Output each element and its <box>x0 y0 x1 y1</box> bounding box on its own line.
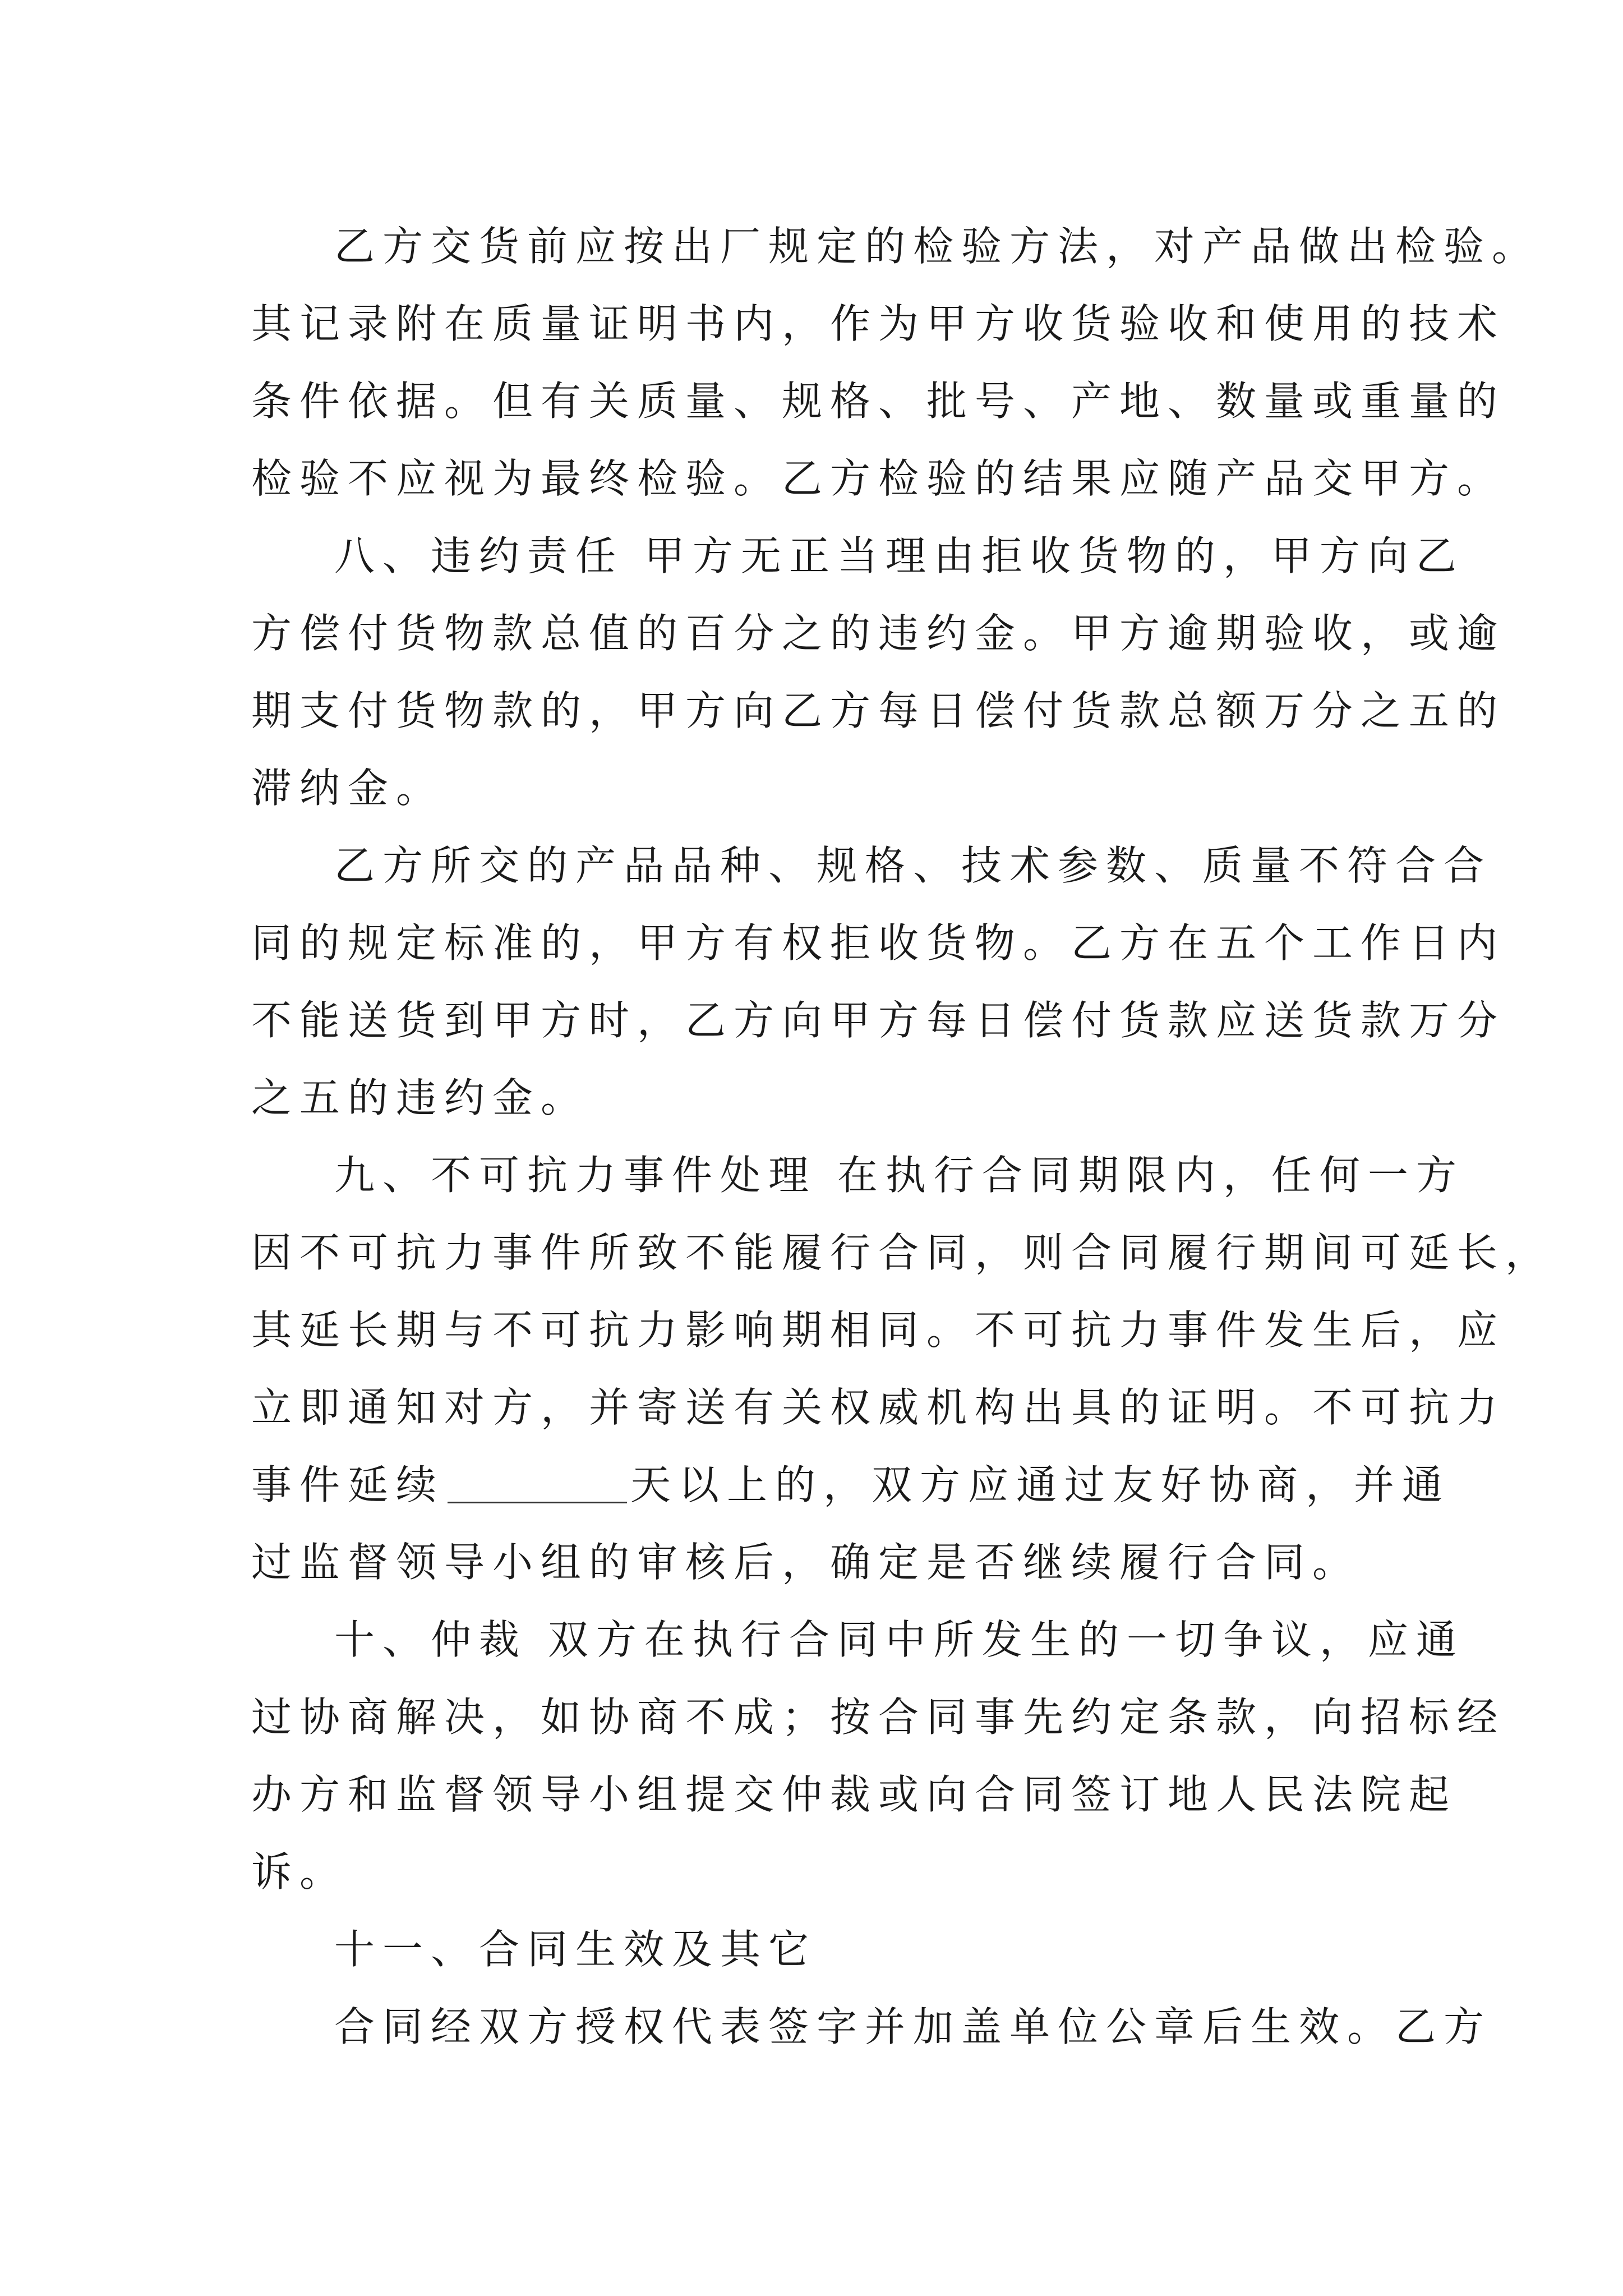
paragraph-line: 检验不应视为最终检验。乙方检验的结果应随产品交甲方。 <box>251 455 1506 502</box>
paragraph-line: 过协商解决，如协商不成；按合同事先约定条款，向招标经 <box>251 1694 1506 1741</box>
paragraph-line: 办方和监督领导小组提交仲裁或向合同签订地人民法院起 <box>251 1771 1458 1818</box>
section-heading-breach-liability: 八、违约责任 甲方无正当理由拒收货物的，甲方向乙 <box>334 532 1464 579</box>
section-heading-arbitration: 十、仲裁 双方在执行合同中所发生的一切争议，应通 <box>334 1616 1464 1663</box>
paragraph-line: 其记录附在质量证明书内，作为甲方收货验收和使用的技术 <box>251 300 1506 347</box>
paragraph-line: 因不可抗力事件所致不能履行合同，则合同履行期间可延长， <box>251 1229 1554 1276</box>
blank-line-suffix: 天以上的，双方应通过友好协商，并通 <box>630 1461 1451 1508</box>
fill-in-blank <box>448 1457 627 1503</box>
section-heading-force-majeure: 九、不可抗力事件处理 在执行合同期限内，任何一方 <box>334 1152 1464 1199</box>
paragraph-line: 方偿付货物款总值的百分之的违约金。甲方逾期验收，或逾 <box>251 610 1506 657</box>
paragraph-line: 过监督领导小组的审核后，确定是否继续履行合同。 <box>251 1539 1361 1586</box>
paragraph-line: 乙方交货前应按出厂规定的检验方法，对产品做出检验。 <box>334 223 1541 270</box>
paragraph-line: 诉。 <box>251 1848 348 1895</box>
paragraph-line: 之五的违约金。 <box>251 1074 589 1121</box>
paragraph-line: 同的规定标准的，甲方有权拒收货物。乙方在五个工作日内 <box>251 919 1506 967</box>
paragraph-line: 其延长期与不可抗力影响期相同。不可抗力事件发生后，应 <box>251 1306 1506 1354</box>
paragraph-line: 合同经双方授权代表签字并加盖单位公章后生效。乙方 <box>334 2003 1492 2050</box>
contract-body <box>251 208 1554 2065</box>
paragraph-line: 乙方所交的产品品种、规格、技术参数、质量不符合合 <box>334 842 1492 889</box>
section-heading-effectiveness: 十一、合同生效及其它 <box>334 1926 817 1973</box>
paragraph-line: 条件依据。但有关质量、规格、批号、产地、数量或重量的 <box>251 378 1506 425</box>
paragraph-line: 立即通知对方，并寄送有关权威机构出具的证明。不可抗力 <box>251 1384 1506 1431</box>
paragraph-line-with-blank <box>251 1446 1451 1524</box>
paragraph-line: 不能送货到甲方时，乙方向甲方每日偿付货款应送货款万分 <box>251 997 1506 1044</box>
blank-line-prefix: 事件延续 <box>251 1461 445 1508</box>
paragraph-line: 滞纳金。 <box>251 765 445 812</box>
paragraph-line: 期支付货物款的，甲方向乙方每日偿付货款总额万分之五的 <box>251 687 1506 734</box>
